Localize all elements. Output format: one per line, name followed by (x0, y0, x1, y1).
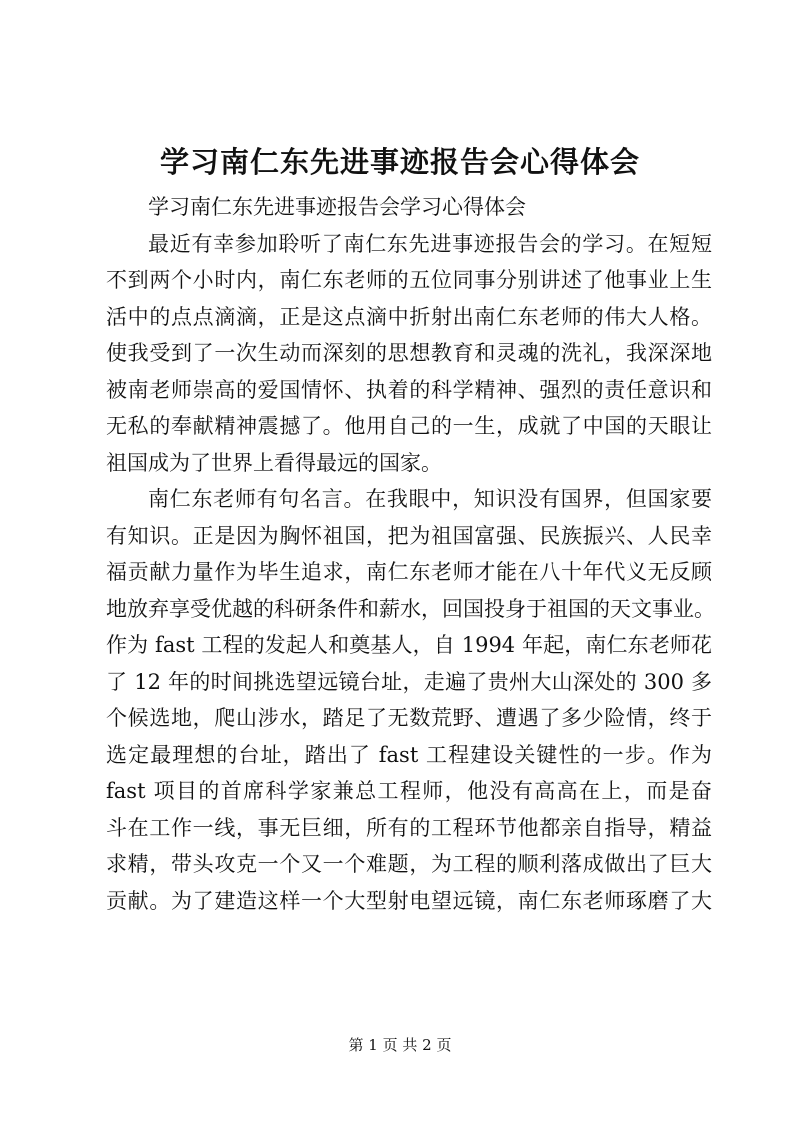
paragraph-2-line-8: 选定最理想的台址，踏出了 fast 工程建设关键性的一步。作为 (106, 742, 712, 767)
paragraph-1-line-3: 活中的点点滴滴，正是这点滴中折射出南仁东老师的伟大人格。 (106, 304, 712, 329)
paragraph-1-line-4: 使我受到了一次生动而深刻的思想教育和灵魂的洗礼，我深深地 (106, 341, 712, 365)
document-title: 学习南仁东先进事迹报告会心得体会 (159, 145, 640, 179)
paragraph-1-line-7: 祖国成为了世界上看得最远的国家。 (106, 450, 442, 475)
document-body (106, 189, 715, 919)
subtitle-line: 学习南仁东先进事迹报告会学习心得体会 (148, 195, 526, 219)
paragraph-2-line-4: 地放弃享受优越的科研条件和薪水，回国投身于祖国的天文事业。 (106, 596, 715, 621)
paragraph-2-line-9: fast 项目的首席科学家兼总工程师，他没有高高在上，而是奋 (106, 779, 712, 803)
paragraph-2-line-1: 南仁东老师有句名言。在我眼中，知识没有国界，但国家要 (148, 487, 712, 511)
paragraph-2-line-7: 个候选地，爬山涉水，踏足了无数荒野、遭遇了多少险情，终于 (106, 706, 712, 730)
paragraph-1-line-6: 无私的奉献精神震撼了。他用自己的一生，成就了中国的天眼让 (106, 414, 712, 438)
paragraph-2-line-12: 贡献。为了建造这样一个大型射电望远镜，南仁东老师琢磨了大 (106, 888, 712, 913)
paragraph-2-line-10: 斗在工作一线，事无巨细，所有的工程环节他都亲自指导，精益 (106, 815, 712, 840)
paragraph-1-line-5: 被南老师崇高的爱国情怀、执着的科学精神、强烈的责任意识和 (106, 377, 712, 402)
paragraph-2-line-6: 了 12 年的时间挑选望远镜台址，走遍了贵州大山深处的 300 多 (106, 669, 712, 694)
paragraph-1-line-2: 不到两个小时内，南仁东老师的五位同事分别讲述了他事业上生 (106, 268, 712, 292)
paragraph-2-line-11: 求精，带头攻克一个又一个难题，为工程的顺利落成做出了巨大 (106, 852, 712, 876)
paragraph-1-line-1: 最近有幸参加聆听了南仁东先进事迹报告会的学习。在短短 (148, 231, 712, 256)
paragraph-2-line-5: 作为 fast 工程的发起人和奠基人，自 1994 年起，南仁东老师花 (106, 633, 712, 657)
paragraph-2-line-3: 福贡献力量作为毕生追求，南仁东老师才能在八十年代义无反顾 (106, 560, 712, 584)
page-footer: 第 1 页 共 2 页 (348, 1036, 452, 1054)
paragraph-2-line-2: 有知识。正是因为胸怀祖国，把为祖国富强、民族振兴、人民幸 (106, 523, 712, 548)
